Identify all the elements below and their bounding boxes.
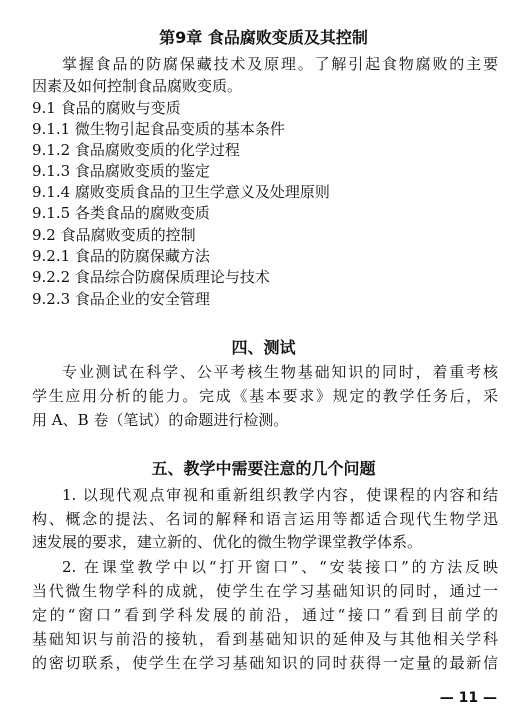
outline-item: 9.2 食品腐败变质的控制 [32,226,196,244]
outline-item: 9.1.2 食品腐败变质的化学过程 [32,141,240,159]
issue-line: 的密切联系，使学生在学习基础知识的同时获得一定量的最新信 [32,654,498,672]
issue-line: 当代微生物学科的成就，使学生在学习基础知识的同时，通过一 [32,582,498,600]
page-number: — 11 — [439,690,497,706]
outline-item: 9.2.3 食品企业的安全管理 [32,290,210,308]
intro-line: 掌握食品的防腐保藏技术及原理。了解引起食物腐败的主要 [62,55,498,73]
outline-item: 9.2.2 食品综合防腐保质理论与技术 [32,268,270,286]
outline-item: 9.2.1 食品的防腐保藏方法 [32,247,210,265]
section-title-test: 四、测试 [231,338,296,357]
issue-line: 1. 以现代观点审视和重新组织教学内容，使课程的内容和结 [62,486,498,504]
test-line: 学生应用分析的能力。完成《基本要求》规定的教学任务后，采 [32,387,498,405]
issue-line: 构、概念的提法、名词的解释和语言运用等都适合现代生物学迅 [32,510,498,528]
chapter-title: 第9章 食品腐败变质及其控制 [159,28,368,47]
intro-line: 因素及如何控制食品腐败变质。 [32,77,243,95]
outline-item: 9.1.3 食品腐败变质的鉴定 [32,162,210,180]
test-line: 专业测试在科学、公平考核生物基础知识的同时，着重考核 [62,363,498,381]
issue-line: 2. 在课堂教学中以“打开窗口”、“安装接口”的方法反映 [62,558,498,576]
test-line: 用 A、B 卷（笔试）的命题进行检测。 [32,411,289,429]
issue-line: 基础知识与前沿的接轨，看到基础知识的延伸及与其他相关学科 [32,630,498,648]
section-title-issues: 五、教学中需要注意的几个问题 [151,459,376,478]
issue-line: 速发展的要求，建立新的、优化的微生物学课堂教学体系。 [32,533,423,551]
issue-line: 定的“窗口”看到学科发展的前沿，通过“接口”看到目前学的 [32,606,498,624]
outline-item: 9.1.5 各类食品的腐败变质 [32,204,210,222]
outline-item: 9.1.1 微生物引起食品变质的基本条件 [32,120,285,138]
outline-item: 9.1.4 腐败变质食品的卫生学意义及处理原则 [32,183,330,201]
outline-item: 9.1 食品的腐败与变质 [32,99,181,117]
